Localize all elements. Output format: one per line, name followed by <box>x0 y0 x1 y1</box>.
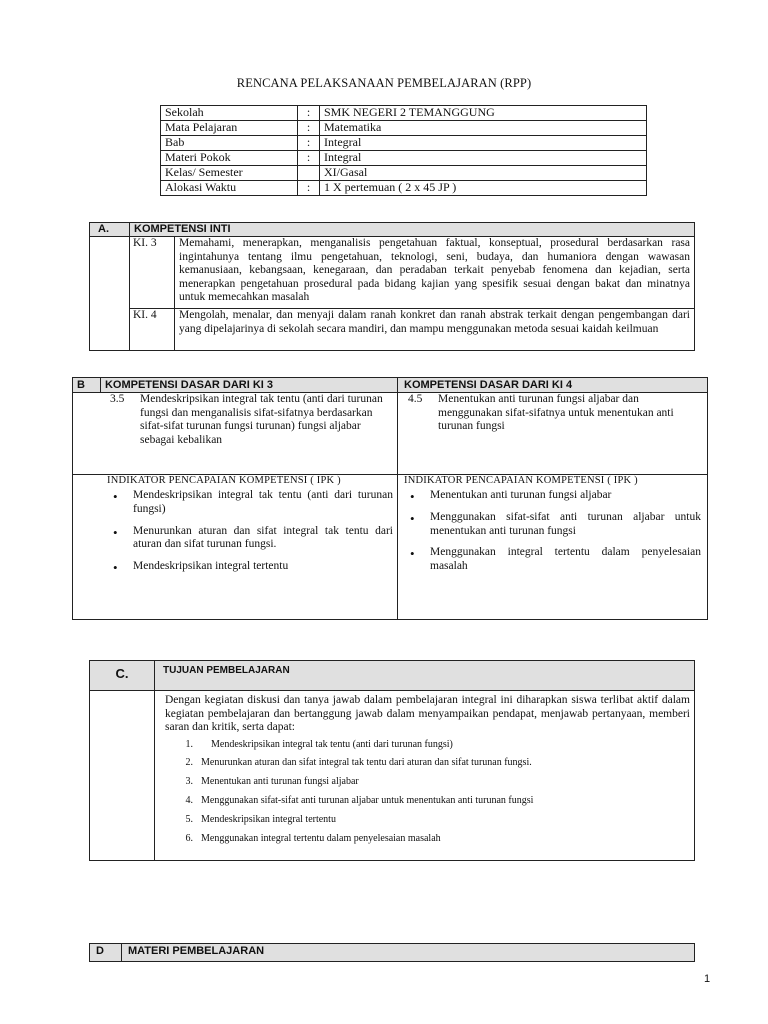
ki-row <box>90 237 695 309</box>
section-letter: B <box>73 378 101 393</box>
ki-row <box>90 309 695 351</box>
ipk-left <box>73 475 398 620</box>
info-value: Integral <box>320 151 647 166</box>
info-separator: : <box>298 136 320 151</box>
item-text: Mendeskripsikan integral tak tentu (anti dari turunan fungsi) <box>211 738 453 750</box>
list-item: • Menentukan anti turunan fungsi aljabar <box>404 489 701 503</box>
info-separator: : <box>298 181 320 196</box>
info-row-topic <box>161 151 647 166</box>
section-title: TUJUAN PEMBELAJARAN <box>155 661 695 691</box>
objectives-intro: Dengan kegiatan diskusi dan tanya jawab dalam pembelajaran integral ini diharapkan siswa terlibat aktif dalam kegiatan pembelajaran dan bertanggung jawab dalam menyampaikan pendapat, menjawab pertanyaan, memberi saran dan kritik, serta dapat: <box>165 694 690 734</box>
list-item <box>165 739 690 751</box>
kd-row <box>73 393 708 475</box>
ipk-right <box>398 475 708 620</box>
item-number: 3. <box>185 776 193 788</box>
ki-text: Memahami, menerapkan, menganalisis pengetahuan faktual, konseptual, prosedural berdasarkan rasa ingintahunya tentang ilmu pengetahuan, teknologi, seni, budaya, dan humaniora dengan wawasan kemanusiaan, kebangsaan, kenegaraan, dan peradaban terkait penyebab fenomena dan kejadian, serta menerapkan pengetahuan prosedural pada bidang kajian yang spesifik sesuai dengan bakat dan minatnya untuk memecahkan masalah <box>175 237 695 309</box>
info-value: Matematika <box>320 121 647 136</box>
kd-number: 3.5 <box>110 393 125 405</box>
identity-table <box>160 105 647 196</box>
section-letter: C. <box>90 661 155 691</box>
info-separator <box>298 166 320 181</box>
list-item <box>165 795 690 807</box>
item-text: Mendeskripsikan integral tertentu <box>201 813 336 825</box>
info-value: 1 X pertemuan ( 2 x 45 JP ) <box>320 181 647 196</box>
objectives-row <box>90 691 695 861</box>
section-letter: D <box>90 944 122 962</box>
ipk-list <box>404 489 701 573</box>
item-number: 5. <box>185 813 193 825</box>
objectives-cell <box>155 691 695 861</box>
item-number: 6. <box>185 832 193 844</box>
section-title-left: KOMPETENSI DASAR DARI KI 3 <box>100 378 397 393</box>
info-value: XI/Gasal <box>320 166 647 181</box>
info-label: Kelas/ Semester <box>161 166 298 181</box>
section-title: MATERI PEMBELAJARAN <box>122 944 695 962</box>
objectives-list <box>165 739 690 845</box>
info-separator: : <box>298 106 320 121</box>
ipk-title: INDIKATOR PENCAPAIAN KOMPETENSI ( IPK ) <box>107 475 341 486</box>
info-row-time <box>161 181 647 196</box>
ipk-row <box>73 475 708 620</box>
list-item: • Menggunakan integral tertentu dalam penyelesaian masalah <box>404 546 701 573</box>
item-number: 1. <box>185 738 193 750</box>
list-item <box>165 814 690 826</box>
info-separator: : <box>298 151 320 166</box>
document-title: RENCANA PELAKSANAAN PEMBELAJARAN (RPP) <box>236 76 532 90</box>
page-number: 1 <box>704 973 711 985</box>
info-separator: : <box>298 121 320 136</box>
item-text: Menggunakan sifat-sifat anti turunan aljabar untuk menentukan anti turunan fungsi <box>201 795 534 807</box>
info-label: Materi Pokok <box>161 151 298 166</box>
item-text: Menggunakan integral tertentu dalam penyelesaian masalah <box>201 832 441 844</box>
section-title: KOMPETENSI INTI <box>130 223 695 237</box>
section-learning-material <box>89 943 695 962</box>
list-item <box>165 833 690 845</box>
section-header <box>90 661 695 691</box>
ki-text: Mengolah, menalar, dan menyaji dalam ranah konkret dan ranah abstrak terkait dengan pengembangan dari yang dipelajarinya di sekolah secara mandiri, dan mampu menggunakan metoda sesuai kaidah keilmuan <box>175 309 695 351</box>
section-learning-objectives <box>89 660 695 861</box>
item-text: Menentukan anti turunan fungsi aljabar <box>201 776 359 788</box>
section-letter: A. <box>90 223 130 237</box>
kd-left <box>73 393 398 475</box>
list-item: • Mendeskripsikan integral tertentu <box>107 560 393 574</box>
info-row-chapter <box>161 136 647 151</box>
item-number: 2. <box>185 757 193 769</box>
section-header <box>73 378 708 393</box>
info-label: Alokasi Waktu <box>161 181 298 196</box>
section-core-competence <box>89 222 695 351</box>
section-header <box>90 944 695 962</box>
list-item: • Menurunkan aturan dan sifat integral tak tentu dari aturan dan sifat turunan fungsi. <box>107 525 393 552</box>
ipk-list <box>107 489 393 573</box>
kd-right <box>398 393 708 475</box>
list-item: • Mendeskripsikan integral tak tentu (anti dari turunan fungsi) <box>107 489 393 516</box>
ki-code: KI. 4 <box>130 309 175 351</box>
kd-text: Menentukan anti turunan fungsi aljabar dan menggunakan sifat-sifatnya untuk menentukan anti turunan fungsi <box>438 393 674 433</box>
kd-number: 4.5 <box>408 393 423 405</box>
info-value: SMK NEGERI 2 TEMANGGUNG <box>320 106 647 121</box>
info-row-subject <box>161 121 647 136</box>
info-row-school <box>161 106 647 121</box>
section-basic-competence <box>72 377 708 620</box>
spacer-cell <box>90 237 130 351</box>
item-number: 4. <box>185 795 193 807</box>
item-text: Menurunkan aturan dan sifat integral tak tentu dari aturan dan sifat turunan fungsi. <box>201 757 532 769</box>
section-header <box>90 223 695 237</box>
info-label: Mata Pelajaran <box>161 121 298 136</box>
ki-code: KI. 3 <box>130 237 175 309</box>
list-item <box>165 776 690 788</box>
info-label: Sekolah <box>161 106 298 121</box>
info-row-class <box>161 166 647 181</box>
list-item <box>165 757 690 769</box>
section-title-right: KOMPETENSI DASAR DARI KI 4 <box>398 378 708 393</box>
info-label: Bab <box>161 136 298 151</box>
list-item: • Menggunakan sifat-sifat anti turunan aljabar untuk menentukan anti turunan fungsi <box>404 511 701 538</box>
spacer-cell <box>90 691 155 861</box>
kd-text: Mendeskripsikan integral tak tentu (anti dari turunan fungsi dan menganalisis sifat-sifatnya berdasarkan sifat-sifat turunan fungsi turunan) fungsi aljabar sebagai kebalikan <box>140 393 383 446</box>
info-value: Integral <box>320 136 647 151</box>
ipk-title: INDIKATOR PENCAPAIAN KOMPETENSI ( IPK ) <box>404 475 638 486</box>
